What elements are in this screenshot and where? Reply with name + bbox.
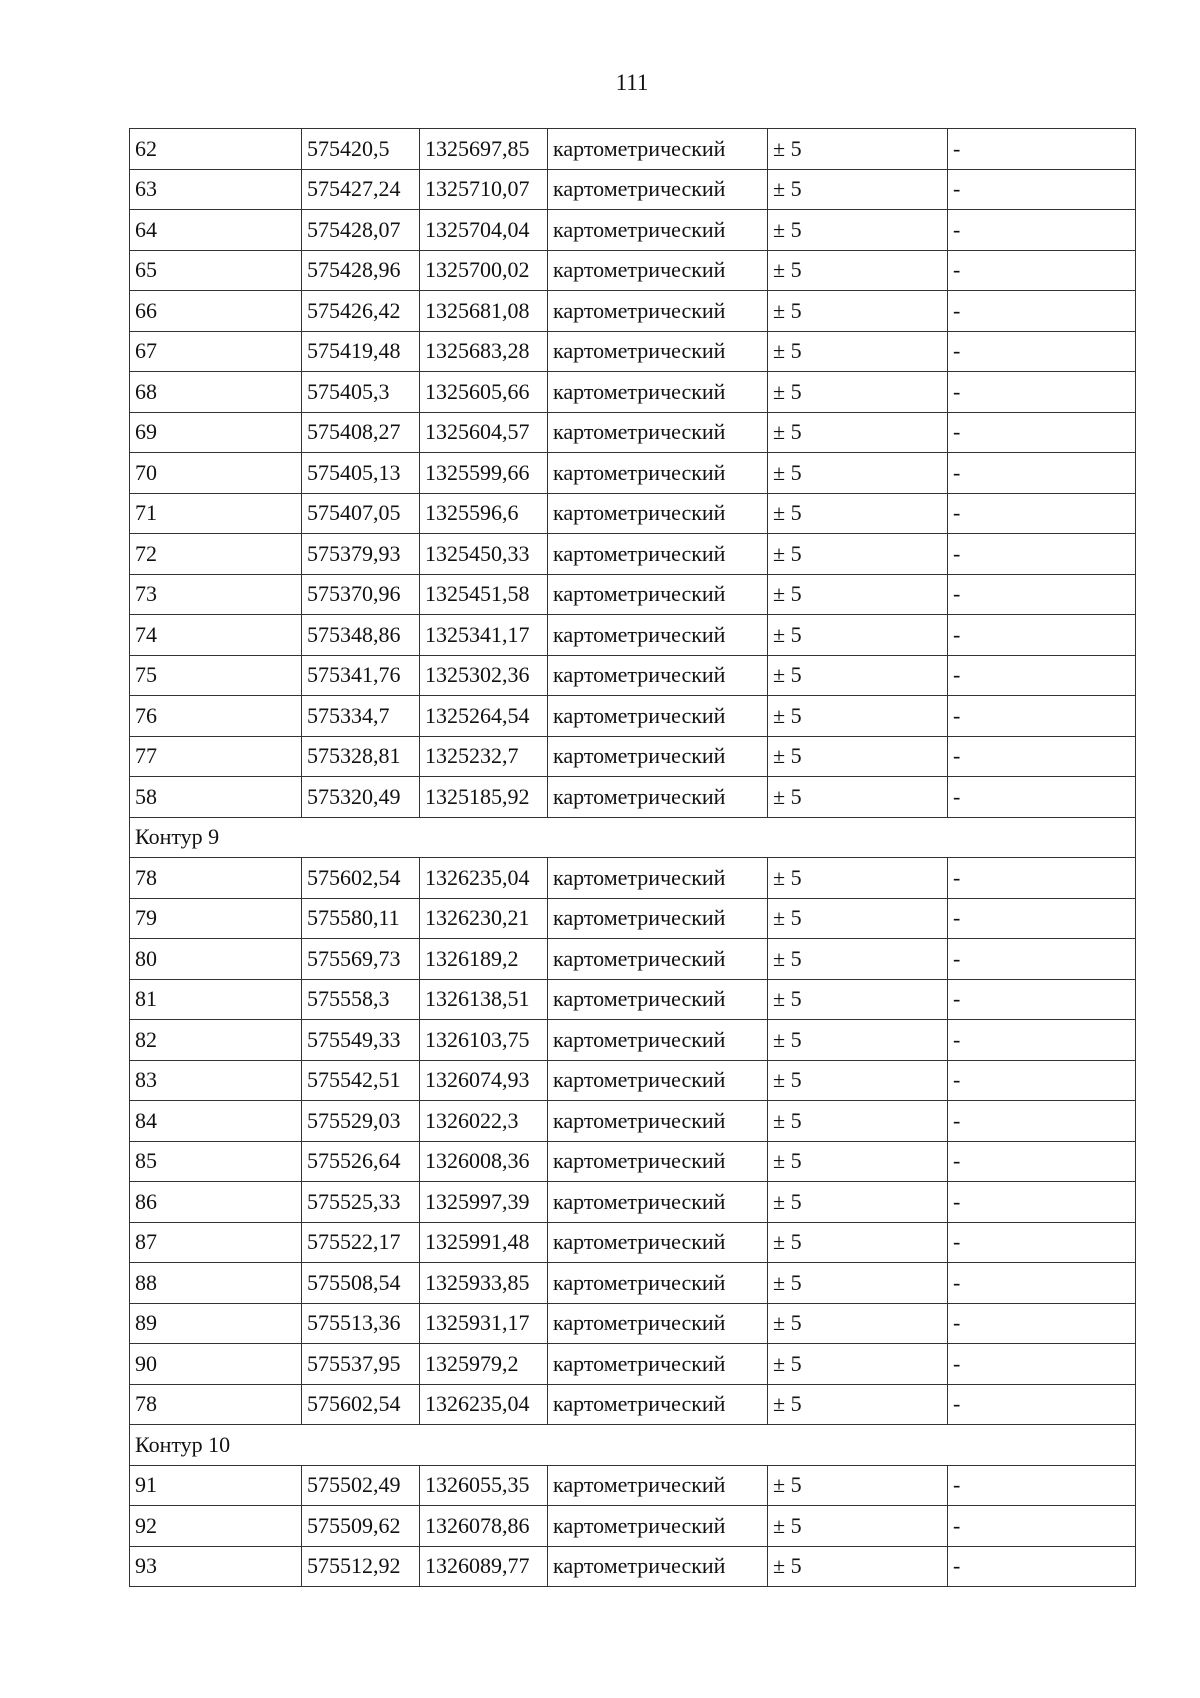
accuracy-cell: ± 5 — [768, 1303, 948, 1344]
coordinates-table-body — [130, 129, 1136, 1587]
method-cell: картометрический — [548, 777, 768, 818]
point-number-cell: 58 — [130, 777, 302, 818]
point-number-cell: 76 — [130, 696, 302, 737]
accuracy-cell: ± 5 — [768, 1020, 948, 1061]
table-row — [130, 331, 1136, 372]
note-cell: - — [948, 696, 1136, 737]
point-number-cell: 65 — [130, 250, 302, 291]
point-number-cell: 82 — [130, 1020, 302, 1061]
table-row — [130, 574, 1136, 615]
point-number-cell: 78 — [130, 858, 302, 899]
method-cell: картометрический — [548, 696, 768, 737]
table-row — [130, 129, 1136, 170]
point-number-cell: 85 — [130, 1141, 302, 1182]
method-cell: картометрический — [548, 1060, 768, 1101]
x-coordinate-cell: 575529,03 — [302, 1101, 420, 1142]
method-cell: картометрический — [548, 939, 768, 980]
note-cell: - — [948, 534, 1136, 575]
x-coordinate-cell: 575405,13 — [302, 453, 420, 494]
table-row — [130, 169, 1136, 210]
method-cell: картометрический — [548, 1263, 768, 1304]
x-coordinate-cell: 575427,24 — [302, 169, 420, 210]
method-cell: картометрический — [548, 291, 768, 332]
note-cell: - — [948, 979, 1136, 1020]
note-cell: - — [948, 898, 1136, 939]
accuracy-cell: ± 5 — [768, 939, 948, 980]
note-cell: - — [948, 1546, 1136, 1587]
note-cell: - — [948, 291, 1136, 332]
note-cell: - — [948, 574, 1136, 615]
table-row — [130, 372, 1136, 413]
accuracy-cell: ± 5 — [768, 696, 948, 737]
table-row — [130, 210, 1136, 251]
point-number-cell: 88 — [130, 1263, 302, 1304]
table-row — [130, 1222, 1136, 1263]
method-cell: картометрический — [548, 1141, 768, 1182]
note-cell: - — [948, 777, 1136, 818]
note-cell: - — [948, 1506, 1136, 1547]
method-cell: картометрический — [548, 1182, 768, 1223]
accuracy-cell: ± 5 — [768, 1546, 948, 1587]
accuracy-cell: ± 5 — [768, 1141, 948, 1182]
page-number: 111 — [615, 70, 649, 95]
table-row — [130, 493, 1136, 534]
method-cell: картометрический — [548, 372, 768, 413]
table-row — [130, 1141, 1136, 1182]
y-coordinate-cell: 1325185,92 — [420, 777, 548, 818]
accuracy-cell: ± 5 — [768, 574, 948, 615]
note-cell: - — [948, 858, 1136, 899]
x-coordinate-cell: 575549,33 — [302, 1020, 420, 1061]
table-row — [130, 777, 1136, 818]
note-cell: - — [948, 412, 1136, 453]
point-number-cell: 90 — [130, 1344, 302, 1385]
x-coordinate-cell: 575526,64 — [302, 1141, 420, 1182]
table-row — [130, 250, 1136, 291]
table-row — [130, 1384, 1136, 1425]
point-number-cell: 70 — [130, 453, 302, 494]
note-cell: - — [948, 129, 1136, 170]
method-cell: картометрический — [548, 655, 768, 696]
method-cell: картометрический — [548, 1546, 768, 1587]
x-coordinate-cell: 575426,42 — [302, 291, 420, 332]
method-cell: картометрический — [548, 1344, 768, 1385]
note-cell: - — [948, 615, 1136, 656]
note-cell: - — [948, 1263, 1136, 1304]
accuracy-cell: ± 5 — [768, 331, 948, 372]
table-row — [130, 858, 1136, 899]
y-coordinate-cell: 1326008,36 — [420, 1141, 548, 1182]
contour-header-row — [130, 817, 1136, 858]
point-number-cell: 81 — [130, 979, 302, 1020]
method-cell: картометрический — [548, 250, 768, 291]
accuracy-cell: ± 5 — [768, 979, 948, 1020]
y-coordinate-cell: 1325697,85 — [420, 129, 548, 170]
point-number-cell: 66 — [130, 291, 302, 332]
x-coordinate-cell: 575428,07 — [302, 210, 420, 251]
point-number-cell: 73 — [130, 574, 302, 615]
method-cell: картометрический — [548, 412, 768, 453]
table-row — [130, 655, 1136, 696]
method-cell: картометрический — [548, 858, 768, 899]
note-cell: - — [948, 1141, 1136, 1182]
x-coordinate-cell: 575328,81 — [302, 736, 420, 777]
accuracy-cell: ± 5 — [768, 1384, 948, 1425]
y-coordinate-cell: 1325605,66 — [420, 372, 548, 413]
accuracy-cell: ± 5 — [768, 1344, 948, 1385]
accuracy-cell: ± 5 — [768, 129, 948, 170]
point-number-cell: 83 — [130, 1060, 302, 1101]
accuracy-cell: ± 5 — [768, 1506, 948, 1547]
method-cell: картометрический — [548, 1506, 768, 1547]
note-cell: - — [948, 331, 1136, 372]
table-row — [130, 412, 1136, 453]
method-cell: картометрический — [548, 331, 768, 372]
table-row — [130, 1263, 1136, 1304]
x-coordinate-cell: 575428,96 — [302, 250, 420, 291]
x-coordinate-cell: 575569,73 — [302, 939, 420, 980]
point-number-cell: 77 — [130, 736, 302, 777]
y-coordinate-cell: 1325451,58 — [420, 574, 548, 615]
x-coordinate-cell: 575348,86 — [302, 615, 420, 656]
accuracy-cell: ± 5 — [768, 1263, 948, 1304]
table-row — [130, 1182, 1136, 1223]
x-coordinate-cell: 575602,54 — [302, 858, 420, 899]
method-cell: картометрический — [548, 979, 768, 1020]
x-coordinate-cell: 575580,11 — [302, 898, 420, 939]
y-coordinate-cell: 1326078,86 — [420, 1506, 548, 1547]
method-cell: картометрический — [548, 615, 768, 656]
y-coordinate-cell: 1325341,17 — [420, 615, 548, 656]
table-row — [130, 736, 1136, 777]
note-cell: - — [948, 1182, 1136, 1223]
note-cell: - — [948, 1060, 1136, 1101]
note-cell: - — [948, 1465, 1136, 1506]
point-number-cell: 62 — [130, 129, 302, 170]
x-coordinate-cell: 575341,76 — [302, 655, 420, 696]
table-row — [130, 898, 1136, 939]
x-coordinate-cell: 575405,3 — [302, 372, 420, 413]
accuracy-cell: ± 5 — [768, 169, 948, 210]
point-number-cell: 87 — [130, 1222, 302, 1263]
note-cell: - — [948, 1344, 1136, 1385]
y-coordinate-cell: 1325599,66 — [420, 453, 548, 494]
accuracy-cell: ± 5 — [768, 858, 948, 899]
note-cell: - — [948, 939, 1136, 980]
note-cell: - — [948, 1020, 1136, 1061]
point-number-cell: 80 — [130, 939, 302, 980]
y-coordinate-cell: 1326055,35 — [420, 1465, 548, 1506]
note-cell: - — [948, 1303, 1136, 1344]
note-cell: - — [948, 736, 1136, 777]
x-coordinate-cell: 575522,17 — [302, 1222, 420, 1263]
method-cell: картометрический — [548, 169, 768, 210]
accuracy-cell: ± 5 — [768, 210, 948, 251]
method-cell: картометрический — [548, 1222, 768, 1263]
point-number-cell: 75 — [130, 655, 302, 696]
table-row — [130, 979, 1136, 1020]
table-row — [130, 1344, 1136, 1385]
y-coordinate-cell: 1325700,02 — [420, 250, 548, 291]
accuracy-cell: ± 5 — [768, 777, 948, 818]
point-number-cell: 67 — [130, 331, 302, 372]
note-cell: - — [948, 1101, 1136, 1142]
y-coordinate-cell: 1325931,17 — [420, 1303, 548, 1344]
accuracy-cell: ± 5 — [768, 412, 948, 453]
point-number-cell: 71 — [130, 493, 302, 534]
table-row — [130, 1020, 1136, 1061]
y-coordinate-cell: 1325997,39 — [420, 1182, 548, 1223]
y-coordinate-cell: 1325979,2 — [420, 1344, 548, 1385]
y-coordinate-cell: 1326089,77 — [420, 1546, 548, 1587]
method-cell: картометрический — [548, 534, 768, 575]
table-row — [130, 1101, 1136, 1142]
table-row — [130, 696, 1136, 737]
note-cell: - — [948, 1222, 1136, 1263]
method-cell: картометрический — [548, 736, 768, 777]
accuracy-cell: ± 5 — [768, 372, 948, 413]
table-row — [130, 1546, 1136, 1587]
note-cell: - — [948, 453, 1136, 494]
x-coordinate-cell: 575320,49 — [302, 777, 420, 818]
note-cell: - — [948, 655, 1136, 696]
x-coordinate-cell: 575502,49 — [302, 1465, 420, 1506]
note-cell: - — [948, 210, 1136, 251]
accuracy-cell: ± 5 — [768, 1465, 948, 1506]
point-number-cell: 89 — [130, 1303, 302, 1344]
method-cell: картометрический — [548, 1101, 768, 1142]
y-coordinate-cell: 1325264,54 — [420, 696, 548, 737]
note-cell: - — [948, 1384, 1136, 1425]
x-coordinate-cell: 575508,54 — [302, 1263, 420, 1304]
point-number-cell: 93 — [130, 1546, 302, 1587]
x-coordinate-cell: 575408,27 — [302, 412, 420, 453]
accuracy-cell: ± 5 — [768, 898, 948, 939]
table-row — [130, 939, 1136, 980]
table-row — [130, 615, 1136, 656]
y-coordinate-cell: 1325596,6 — [420, 493, 548, 534]
y-coordinate-cell: 1325710,07 — [420, 169, 548, 210]
y-coordinate-cell: 1326138,51 — [420, 979, 548, 1020]
table-row — [130, 534, 1136, 575]
table-row — [130, 1506, 1136, 1547]
x-coordinate-cell: 575542,51 — [302, 1060, 420, 1101]
y-coordinate-cell: 1325681,08 — [420, 291, 548, 332]
y-coordinate-cell: 1326235,04 — [420, 858, 548, 899]
note-cell: - — [948, 250, 1136, 291]
point-number-cell: 91 — [130, 1465, 302, 1506]
x-coordinate-cell: 575512,92 — [302, 1546, 420, 1587]
note-cell: - — [948, 493, 1136, 534]
method-cell: картометрический — [548, 898, 768, 939]
accuracy-cell: ± 5 — [768, 1222, 948, 1263]
method-cell: картометрический — [548, 453, 768, 494]
accuracy-cell: ± 5 — [768, 291, 948, 332]
accuracy-cell: ± 5 — [768, 736, 948, 777]
method-cell: картометрический — [548, 1465, 768, 1506]
method-cell: картометрический — [548, 1020, 768, 1061]
y-coordinate-cell: 1325302,36 — [420, 655, 548, 696]
point-number-cell: 86 — [130, 1182, 302, 1223]
table-row — [130, 453, 1136, 494]
contour-header-row — [130, 1425, 1136, 1466]
note-cell: - — [948, 169, 1136, 210]
method-cell: картометрический — [548, 210, 768, 251]
accuracy-cell: ± 5 — [768, 615, 948, 656]
point-number-cell: 69 — [130, 412, 302, 453]
point-number-cell: 68 — [130, 372, 302, 413]
table-row — [130, 291, 1136, 332]
method-cell: картометрический — [548, 1303, 768, 1344]
method-cell: картометрический — [548, 1384, 768, 1425]
method-cell: картометрический — [548, 493, 768, 534]
x-coordinate-cell: 575537,95 — [302, 1344, 420, 1385]
point-number-cell: 63 — [130, 169, 302, 210]
y-coordinate-cell: 1325991,48 — [420, 1222, 548, 1263]
point-number-cell: 72 — [130, 534, 302, 575]
accuracy-cell: ± 5 — [768, 493, 948, 534]
x-coordinate-cell: 575513,36 — [302, 1303, 420, 1344]
y-coordinate-cell: 1326022,3 — [420, 1101, 548, 1142]
contour-label: Контур 10 — [130, 1425, 1136, 1466]
accuracy-cell: ± 5 — [768, 250, 948, 291]
x-coordinate-cell: 575420,5 — [302, 129, 420, 170]
method-cell: картометрический — [548, 129, 768, 170]
point-number-cell: 84 — [130, 1101, 302, 1142]
point-number-cell: 79 — [130, 898, 302, 939]
x-coordinate-cell: 575558,3 — [302, 979, 420, 1020]
method-cell: картометрический — [548, 574, 768, 615]
point-number-cell: 64 — [130, 210, 302, 251]
note-cell: - — [948, 372, 1136, 413]
x-coordinate-cell: 575602,54 — [302, 1384, 420, 1425]
x-coordinate-cell: 575525,33 — [302, 1182, 420, 1223]
contour-label: Контур 9 — [130, 817, 1136, 858]
y-coordinate-cell: 1325232,7 — [420, 736, 548, 777]
accuracy-cell: ± 5 — [768, 453, 948, 494]
y-coordinate-cell: 1326189,2 — [420, 939, 548, 980]
point-number-cell: 78 — [130, 1384, 302, 1425]
y-coordinate-cell: 1326074,93 — [420, 1060, 548, 1101]
x-coordinate-cell: 575509,62 — [302, 1506, 420, 1547]
accuracy-cell: ± 5 — [768, 655, 948, 696]
y-coordinate-cell: 1325704,04 — [420, 210, 548, 251]
y-coordinate-cell: 1326103,75 — [420, 1020, 548, 1061]
x-coordinate-cell: 575334,7 — [302, 696, 420, 737]
x-coordinate-cell: 575370,96 — [302, 574, 420, 615]
accuracy-cell: ± 5 — [768, 534, 948, 575]
table-row — [130, 1303, 1136, 1344]
y-coordinate-cell: 1325450,33 — [420, 534, 548, 575]
point-number-cell: 92 — [130, 1506, 302, 1547]
y-coordinate-cell: 1325604,57 — [420, 412, 548, 453]
y-coordinate-cell: 1325933,85 — [420, 1263, 548, 1304]
accuracy-cell: ± 5 — [768, 1060, 948, 1101]
coordinates-table — [129, 128, 1136, 1587]
table-row — [130, 1060, 1136, 1101]
y-coordinate-cell: 1326235,04 — [420, 1384, 548, 1425]
x-coordinate-cell: 575419,48 — [302, 331, 420, 372]
x-coordinate-cell: 575407,05 — [302, 493, 420, 534]
y-coordinate-cell: 1326230,21 — [420, 898, 548, 939]
accuracy-cell: ± 5 — [768, 1101, 948, 1142]
y-coordinate-cell: 1325683,28 — [420, 331, 548, 372]
point-number-cell: 74 — [130, 615, 302, 656]
x-coordinate-cell: 575379,93 — [302, 534, 420, 575]
accuracy-cell: ± 5 — [768, 1182, 948, 1223]
table-row — [130, 1465, 1136, 1506]
